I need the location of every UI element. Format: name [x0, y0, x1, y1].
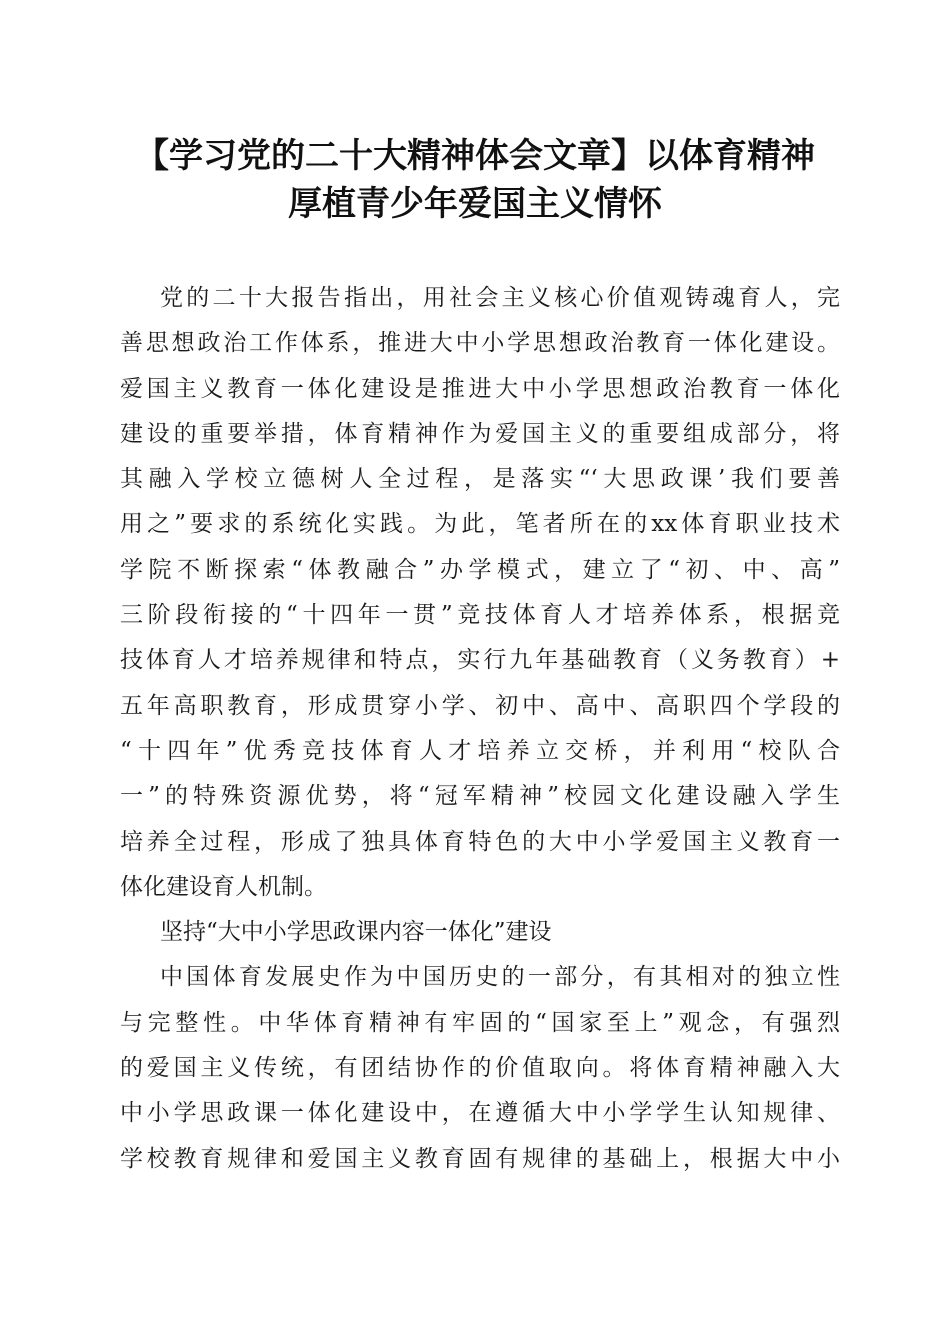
paragraph-3: [120, 955, 840, 1181]
text-line: 用之”要求的系统化实践。为此，笔者所在的xx体育职业技术: [120, 511, 840, 538]
text-line: 建设的重要举措，体育精神作为爱国主义的重要组成部分，将: [120, 420, 840, 447]
document-body: [120, 276, 840, 1182]
text-line: 坚持“大中小学思政课内容一体化”建设: [160, 919, 552, 946]
text-line: 学院不断探索“体教融合”办学模式，建立了“初、中、高”: [120, 556, 840, 583]
section-heading: [120, 910, 840, 955]
text-line: 体化建设育人机制。: [120, 873, 327, 900]
text-line: 其融入学校立德树人全过程，是落实“‘大思政课’我们要善: [120, 466, 840, 493]
text-line: 一”的特殊资源优势，将“冠军精神”校园文化建设融入学生: [120, 783, 840, 810]
text-line: 三阶段衔接的“十四年一贯”竞技体育人才培养体系，根据竞: [120, 602, 840, 629]
text-line: 技体育人才培养规律和特点，实行九年基础教育（义务教育）+: [120, 647, 840, 674]
text-line: 中国体育发展史作为中国历史的一部分，有其相对的独立性: [160, 964, 840, 991]
title-line-1: 【学习党的二十大精神体会文章】以体育精神: [135, 136, 815, 176]
text-line: 五年高职教育，形成贯穿小学、初中、高中、高职四个学段的: [120, 692, 840, 719]
text-line: 党的二十大报告指出，用社会主义核心价值观铸魂育人，完: [160, 285, 840, 311]
document-title: [100, 132, 850, 228]
text-line: “十四年”优秀竞技体育人才培养立交桥，并利用“校队合: [120, 737, 840, 764]
text-line: 善思想政治工作体系，推进大中小学思想政治教育一体化建设。: [120, 330, 840, 357]
text-line: 学校教育规律和爱国主义教育固有规律的基础上，根据大中小: [120, 1145, 840, 1172]
text-line: 培养全过程，形成了独具体育特色的大中小学爱国主义教育一: [120, 828, 840, 855]
text-line: 与完整性。中华体育精神有牢固的“国家至上”观念，有强烈: [120, 1009, 840, 1036]
title-line-2: 厚植青少年爱国主义情怀: [288, 184, 662, 224]
paragraph-1: [120, 276, 840, 910]
text-line: 中小学思政课一体化建设中，在遵循大中小学学生认知规律、: [120, 1100, 840, 1127]
text-line: 爱国主义教育一体化建设是推进大中小学思想政治教育一体化: [120, 375, 840, 402]
text-line: 的爱国主义传统，有团结协作的价值取向。将体育精神融入大: [120, 1055, 840, 1082]
